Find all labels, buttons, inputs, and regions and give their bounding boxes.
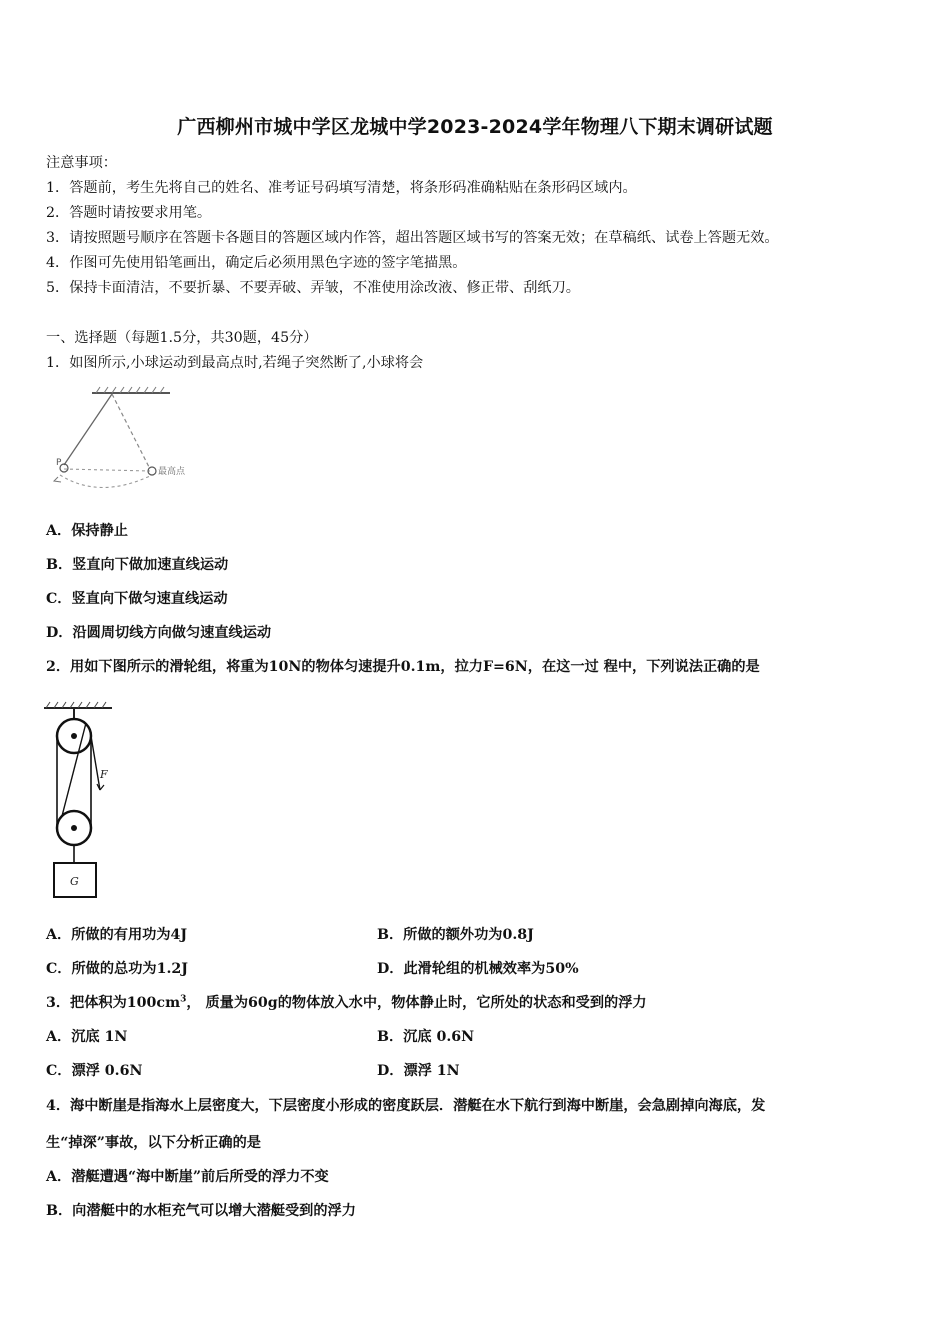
q1-option-c: C．竖直向下做匀速直线运动 [46, 591, 228, 607]
q4-stem-line2: 生“掉深”事故，以下分析正确的是 [46, 1135, 261, 1151]
q2-option-b: B．所做的额外功为0.8J [377, 927, 534, 943]
q3-stem-after: ， 质量为60g的物体放入水中，物体静止时，它所处的状态和受到的浮力 [186, 995, 647, 1011]
q3-option-d: D．漂浮 1N [377, 1063, 460, 1079]
fig1-label-p: P [56, 458, 62, 468]
q2-stem: 2．用如下图所示的滑轮组，将重为10N的物体匀速提升0.1m，拉力F=6N，在这一过 程中，下列说法正确的是 [46, 659, 760, 675]
fig2-label-g: G [70, 875, 79, 888]
notice-item-1: 1．答题前，考生先将自己的姓名、准考证号码填写清楚，将条形码准确粘贴在条形码区域内。 [46, 180, 637, 196]
q2-option-c: C．所做的总功为1.2J [46, 961, 189, 977]
q3-stem [46, 992, 647, 1012]
q4-option-b: B．向潜艇中的水柜充气可以增大潜艇受到的浮力 [46, 1203, 356, 1219]
q4-stem-line1: 4．海中断崖是指海水上层密度大，下层密度小形成的密度跃层．潜艇在水下航行到海中断崖，会急剧掉向海底，发 [46, 1098, 766, 1114]
q3-stem-sup: 3 [180, 994, 187, 1005]
q3-stem-before: 3．把体积为100cm [46, 995, 181, 1011]
q2-option-a: A．所做的有用功为4J [46, 927, 188, 943]
q3-option-c: C．漂浮 0.6N [46, 1063, 143, 1079]
notice-item-3: 3．请按照题号顺序在答题卡各题目的答题区域内作答，超出答题区域书写的答案无效；在草稿纸、试卷上答题无效。 [46, 230, 779, 246]
q1-option-a: A．保持静止 [46, 523, 128, 539]
q1-option-d: D．沿圆周切线方向做匀速直线运动 [46, 625, 272, 641]
fig2-label-f: F [100, 768, 108, 781]
q2-option-d: D．此滑轮组的机械效率为50% [377, 961, 579, 977]
notice-item-2: 2．答题时请按要求用笔。 [46, 205, 212, 221]
q4-option-a: A．潜艇遭遇“海中断崖”前后所受的浮力不变 [46, 1169, 329, 1185]
q3-option-a: A．沉底 1N [46, 1029, 128, 1045]
notice-heading: 注意事项： [46, 155, 117, 171]
fig1-label-top: 最高点 [158, 467, 186, 477]
q1-option-b: B．竖直向下做加速直线运动 [46, 557, 229, 573]
pendulum-figure [50, 385, 210, 500]
q3-option-b: B．沉底 0.6N [377, 1029, 475, 1045]
pulley-figure [42, 698, 122, 903]
notice-item-5: 5．保持卡面清洁，不要折暴、不要弄破、弄皱，不准使用涂改液、修正带、刮纸刀。 [46, 280, 580, 296]
q1-stem: 1．如图所示,小球运动到最高点时,若绳子突然断了,小球将会 [46, 355, 424, 371]
exam-title: 广西柳州市城中学区龙城中学2023-2024学年物理八下期末调研试题 [177, 116, 773, 138]
notice-item-4: 4．作图可先使用铅笔画出，确定后必须用黑色字迹的签字笔描黑。 [46, 255, 467, 271]
section-heading: 一、选择题（每题1.5分，共30题，45分） [46, 330, 318, 346]
